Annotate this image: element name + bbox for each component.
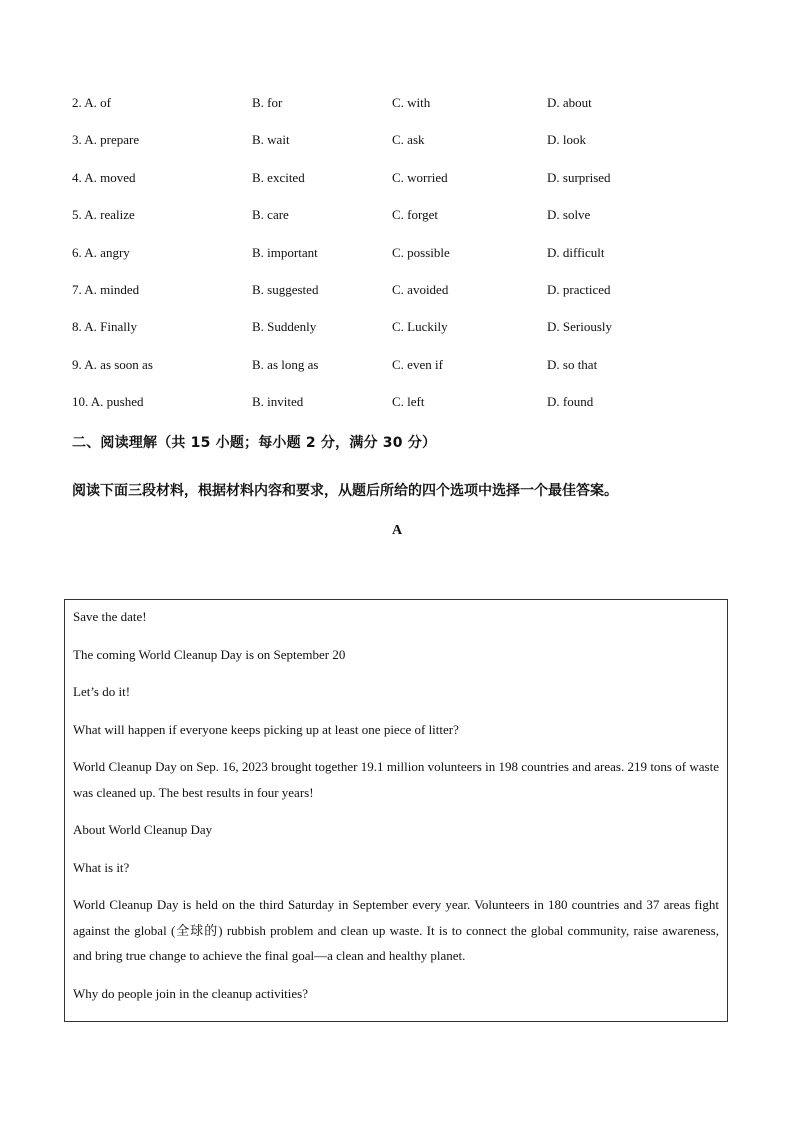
passage-paragraph: World Cleanup Day on Sep. 16, 2023 brought together 19.1 million volunteers in 198 countries and areas. 219 tons of waste was cleaned up. The best results in four years! (73, 759, 719, 800)
option-b: B. important (252, 244, 318, 260)
option-row (72, 206, 732, 243)
option-d: D. look (547, 132, 586, 148)
option-c: C. ask (392, 132, 425, 148)
option-c: C. possible (392, 244, 450, 260)
option-c: C. with (392, 95, 431, 110)
passage-line: Why do people join in the cleanup activities? (73, 985, 309, 1001)
option-b: B. as long as (252, 356, 319, 372)
option-d: D. surprised (547, 169, 611, 185)
option-d: D. Seriously (547, 319, 612, 335)
option-c: C. left (392, 394, 425, 410)
option-row (72, 169, 732, 206)
answer-options-list (72, 94, 732, 431)
option-c: C. worried (392, 169, 448, 185)
option-d: D. about (547, 95, 592, 110)
option-d: D. difficult (547, 244, 605, 260)
option-a: 7. A. minded (72, 281, 140, 297)
option-a: 4. A. moved (72, 169, 136, 185)
option-d: D. solve (547, 207, 591, 223)
option-a: 3. A. prepare (72, 132, 140, 148)
section-instructions: 阅读下面三段材料，根据材料内容和要求，从题后所给的四个选项中选择一个最佳答案。 (72, 483, 618, 499)
option-b: B. excited (252, 169, 305, 185)
passage-line: What is it? (73, 859, 130, 875)
option-row (72, 94, 732, 131)
option-row (72, 244, 732, 281)
passage-line: The coming World Cleanup Day is on September 20 (73, 646, 346, 662)
option-row (72, 131, 732, 168)
passage-line: What will happen if everyone keeps picking up at least one piece of litter? (73, 721, 459, 737)
passage-box (64, 599, 728, 1022)
option-a: 10. A. pushed (72, 394, 144, 410)
option-a: 8. A. Finally (72, 319, 138, 335)
passage-line: Save the date! (73, 609, 147, 624)
option-row (72, 318, 732, 355)
option-b: B. for (252, 95, 283, 110)
option-row (72, 281, 732, 318)
option-a: 9. A. as soon as (72, 356, 153, 372)
option-d: D. so that (547, 356, 598, 372)
option-row (72, 393, 732, 430)
option-a: 5. A. realize (72, 207, 135, 223)
option-d: D. practiced (547, 281, 611, 297)
option-row (72, 356, 732, 393)
passage-line: About World Cleanup Day (73, 822, 213, 837)
option-c: C. avoided (392, 281, 449, 297)
option-b: B. wait (252, 132, 290, 148)
option-b: B. care (252, 207, 289, 223)
passage-letter: A (391, 523, 403, 538)
passage-paragraph: World Cleanup Day is held on the third Saturday in September every year. Volunteers in 180 countries and 37 areas fight against the global (全球的) rubbish problem and clean up waste. It is to connect the global community, raise awareness, and bring true change to achieve the final goal—a clean and healthy planet. (73, 897, 719, 963)
option-b: B. invited (252, 394, 304, 410)
option-c: C. Luckily (392, 319, 448, 335)
option-b: B. suggested (252, 281, 319, 297)
option-d: D. found (547, 394, 594, 410)
option-b: B. Suddenly (252, 319, 317, 335)
option-c: C. forget (392, 207, 438, 223)
option-a: 2. A. of (72, 95, 112, 110)
passage-line: Let’s do it! (73, 684, 131, 699)
option-c: C. even if (392, 356, 443, 372)
option-a: 6. A. angry (72, 244, 130, 260)
section-heading: 二、阅读理解（共 15 小题；每小题 2 分，满分 30 分） (72, 435, 437, 451)
